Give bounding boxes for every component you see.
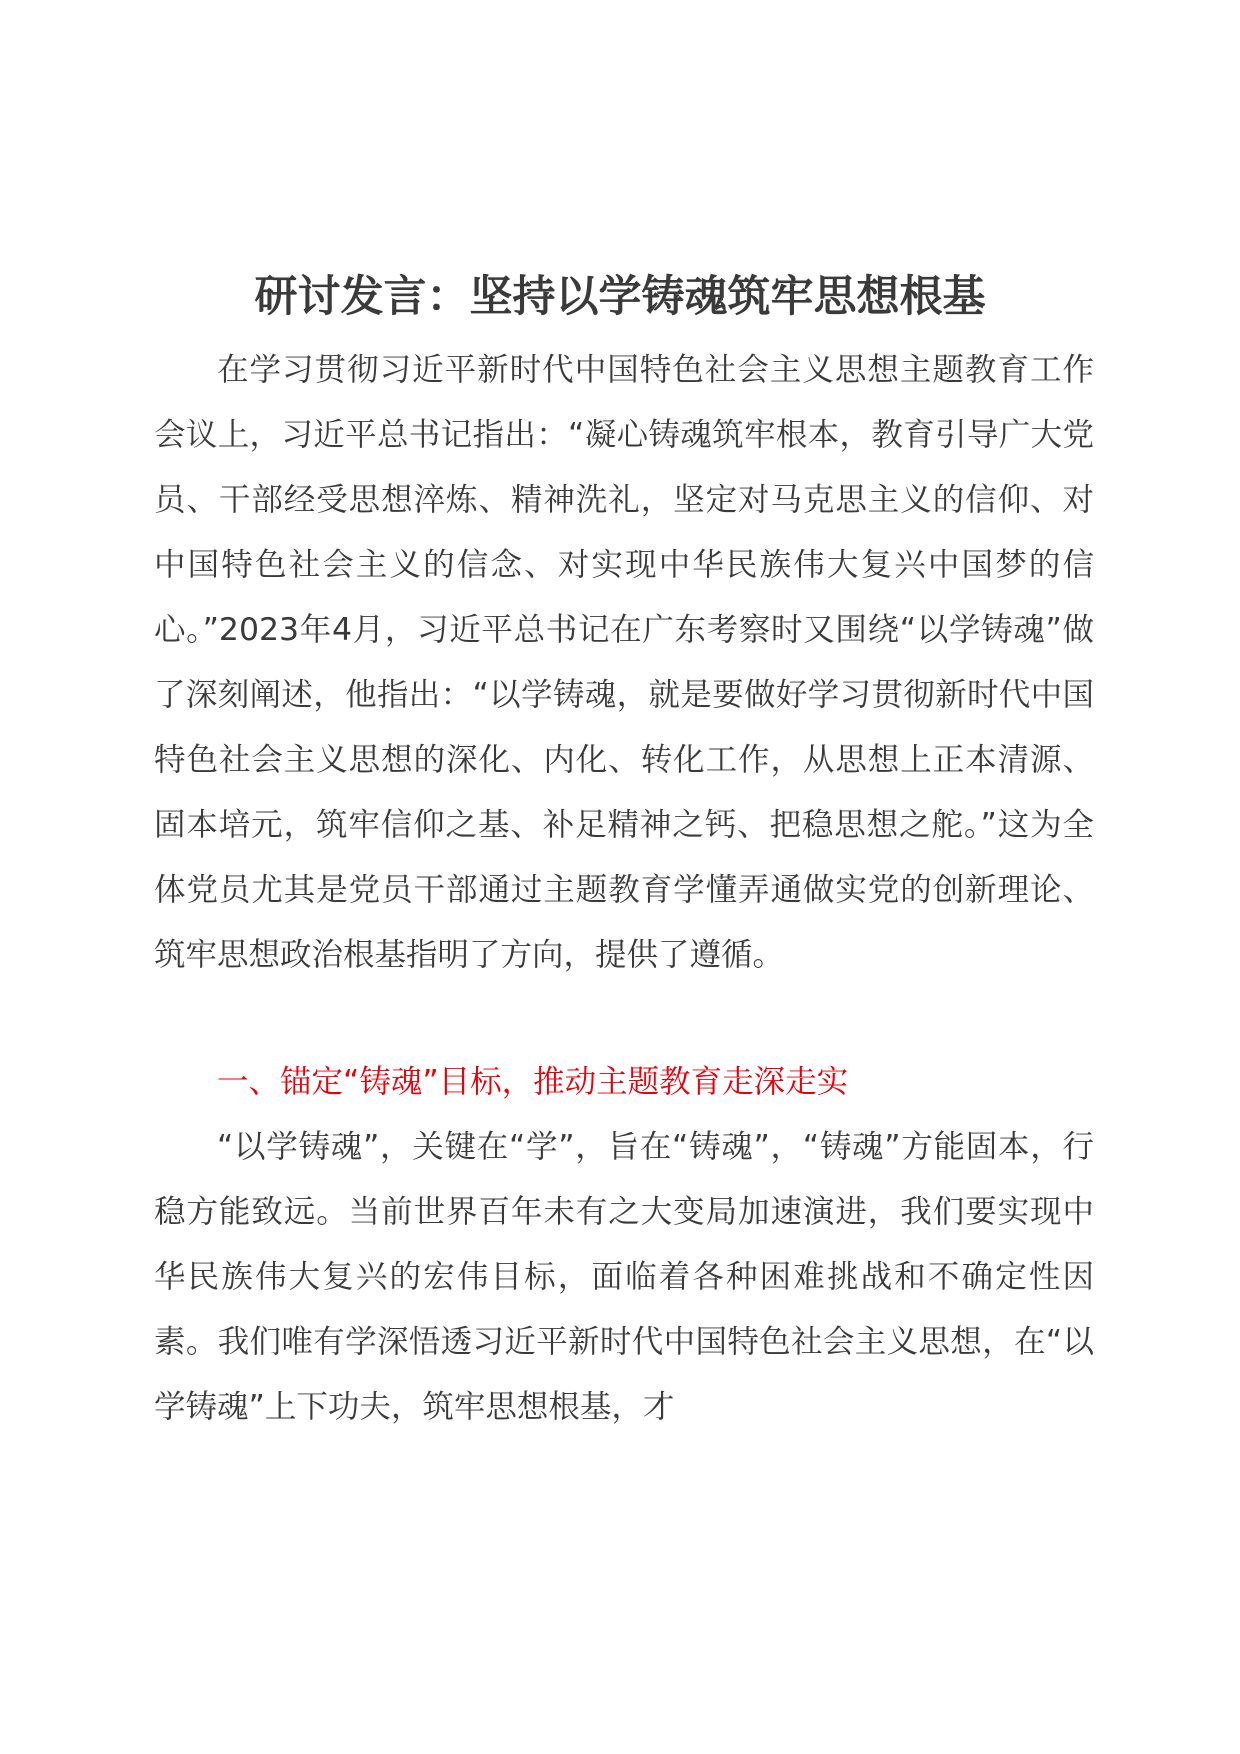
section-heading-1: 一、锚定“铸魂”目标，推动主题教育走深走实	[217, 1064, 849, 1100]
paragraph-section-1: “以学铸魂”，关键在“学”，旨在“铸魂”，“铸魂”方能固本，行稳方能致远。当前世界百年未有之大变局加速演进，我们要实现中华民族伟大复兴的宏伟目标，面临着各种困难挑战和不确定性因素。我们唯有学深悟透习近平新时代中国特色社会主义思想，在“以学铸魂”上下功夫，筑牢思想根基，才	[154, 1129, 1094, 1425]
paragraph-intro: 在学习贯彻习近平新时代中国特色社会主义思想主题教育工作会议上，习近平总书记指出：“凝心铸魂筑牢根本，教育引导广大党员、干部经受思想淬炼、精神洗礼，坚定对马克思主义的信仰、对中国特色社会主义的信念、对实现中华民族伟大复兴中国梦的信心。”2023年4月，习近平总书记在广东考察时又围绕“以学铸魂”做了深刻阐述，他指出：“以学铸魂，就是要做好学习贯彻新时代中国特色社会主义思想的深化、内化、转化工作，从思想上正本清源、固本培元，筑牢信仰之基、补足精神之钙、把稳思想之舵。”这为全体党员尤其是党员干部通过主题教育学懂弄通做实党的创新理论、筑牢思想政治根基指明了方向，提供了遵循。	[154, 352, 1094, 973]
document-title: 研讨发言：坚持以学铸魂筑牢思想根基	[254, 271, 986, 322]
